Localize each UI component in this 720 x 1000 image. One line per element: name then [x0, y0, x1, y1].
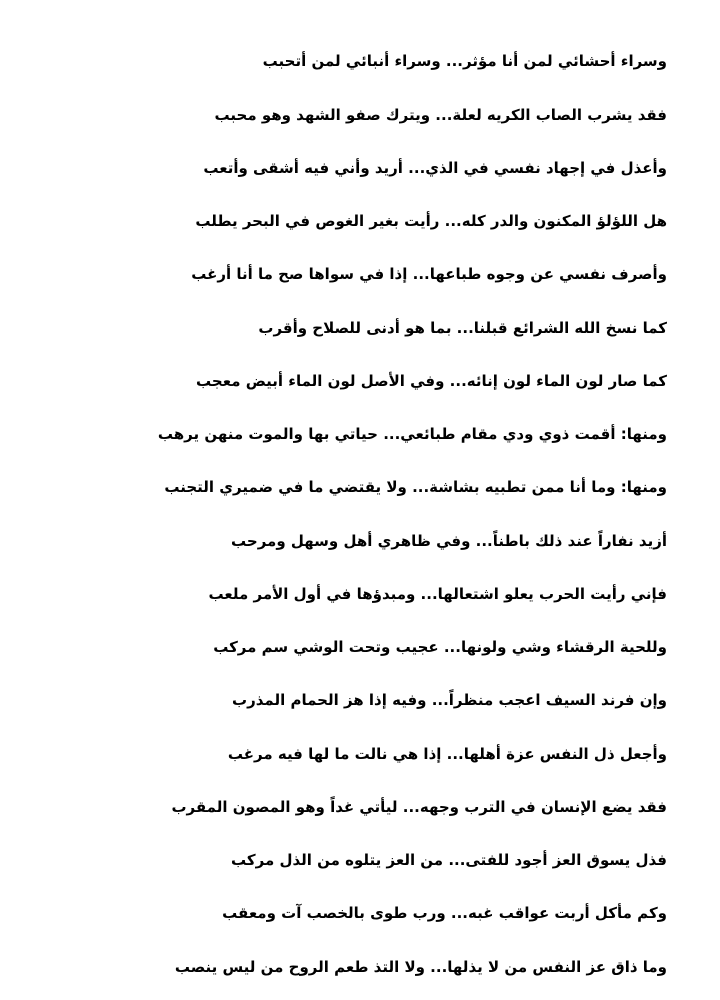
verse-line: كما صار لون الماء لون إنائه... وفي الأصل لون الماء أبيض معجب [196, 372, 667, 390]
verse-line: فقد يضع الإنسان في الترب وجهه... ليأتي غداً وهو المصون المقرب [171, 798, 667, 816]
verse-line: أزيد نفاراً عند ذلك باطناً... وفي ظاهري أهل وسهل ومرحب [231, 532, 667, 550]
verse-line: فقد يشرب الصاب الكريه لعلة... ويترك صفو الشهد وهو محبب [214, 106, 667, 124]
verse-line: وإن فرند السيف اعجب منظراً... وفيه إذا هز الحمام المذرب [232, 691, 667, 709]
verse-line: فإني رأيت الحرب يعلو اشتعالها... ومبدؤها في أول الأمر ملعب [208, 585, 667, 603]
verse-line: وأعذل في إجهاد نفسي في الذي... أريد وأني فيه أشقى وأتعب [203, 159, 667, 177]
verse-line: وكم مأكل أربت عواقب غبه... ورب طوى بالخصب آت ومعقب [222, 904, 667, 922]
verse-line: وما ذاق عز النفس من لا يذلها... ولا التذ طعم الروح من ليس ينصب [174, 958, 667, 976]
verse-line: ومنها: أقمت ذوي ودي مقام طبائعي... حياتي بها والموت منهن يرهب [157, 425, 667, 443]
verse-line: وأصرف نفسي عن وجوه طباعها... إذا في سواها صح ما أنا أرغب [191, 265, 667, 283]
verse-line: فذل يسوق العز أجود للفتى... من العز يتلوه من الذل مركب [231, 851, 667, 869]
verse-line: وللحية الرقشاء وشي ولونها... عجيب وتحت الوشي سم مركب [213, 638, 667, 656]
verse-line: وسراء أحشائي لمن أنا مؤثر... وسراء أنبائي لمن أتحبب [262, 52, 667, 70]
verse-line: كما نسخ الله الشرائع قبلنا... بما هو أدنى للصلاح وأقرب [258, 319, 667, 337]
verse-line: ومنها: وما أنا ممن تطبيه بشاشة... ولا يقتضي ما في ضميري التجنب [164, 478, 667, 496]
verse-line: وأجعل ذل النفس عزة أهلها... إذا هي نالت ما لها فيه مرغب [227, 745, 667, 763]
verse-line: هل اللؤلؤ المكنون والدر كله... رأيت بغير الغوص في البحر يطلب [195, 212, 667, 230]
